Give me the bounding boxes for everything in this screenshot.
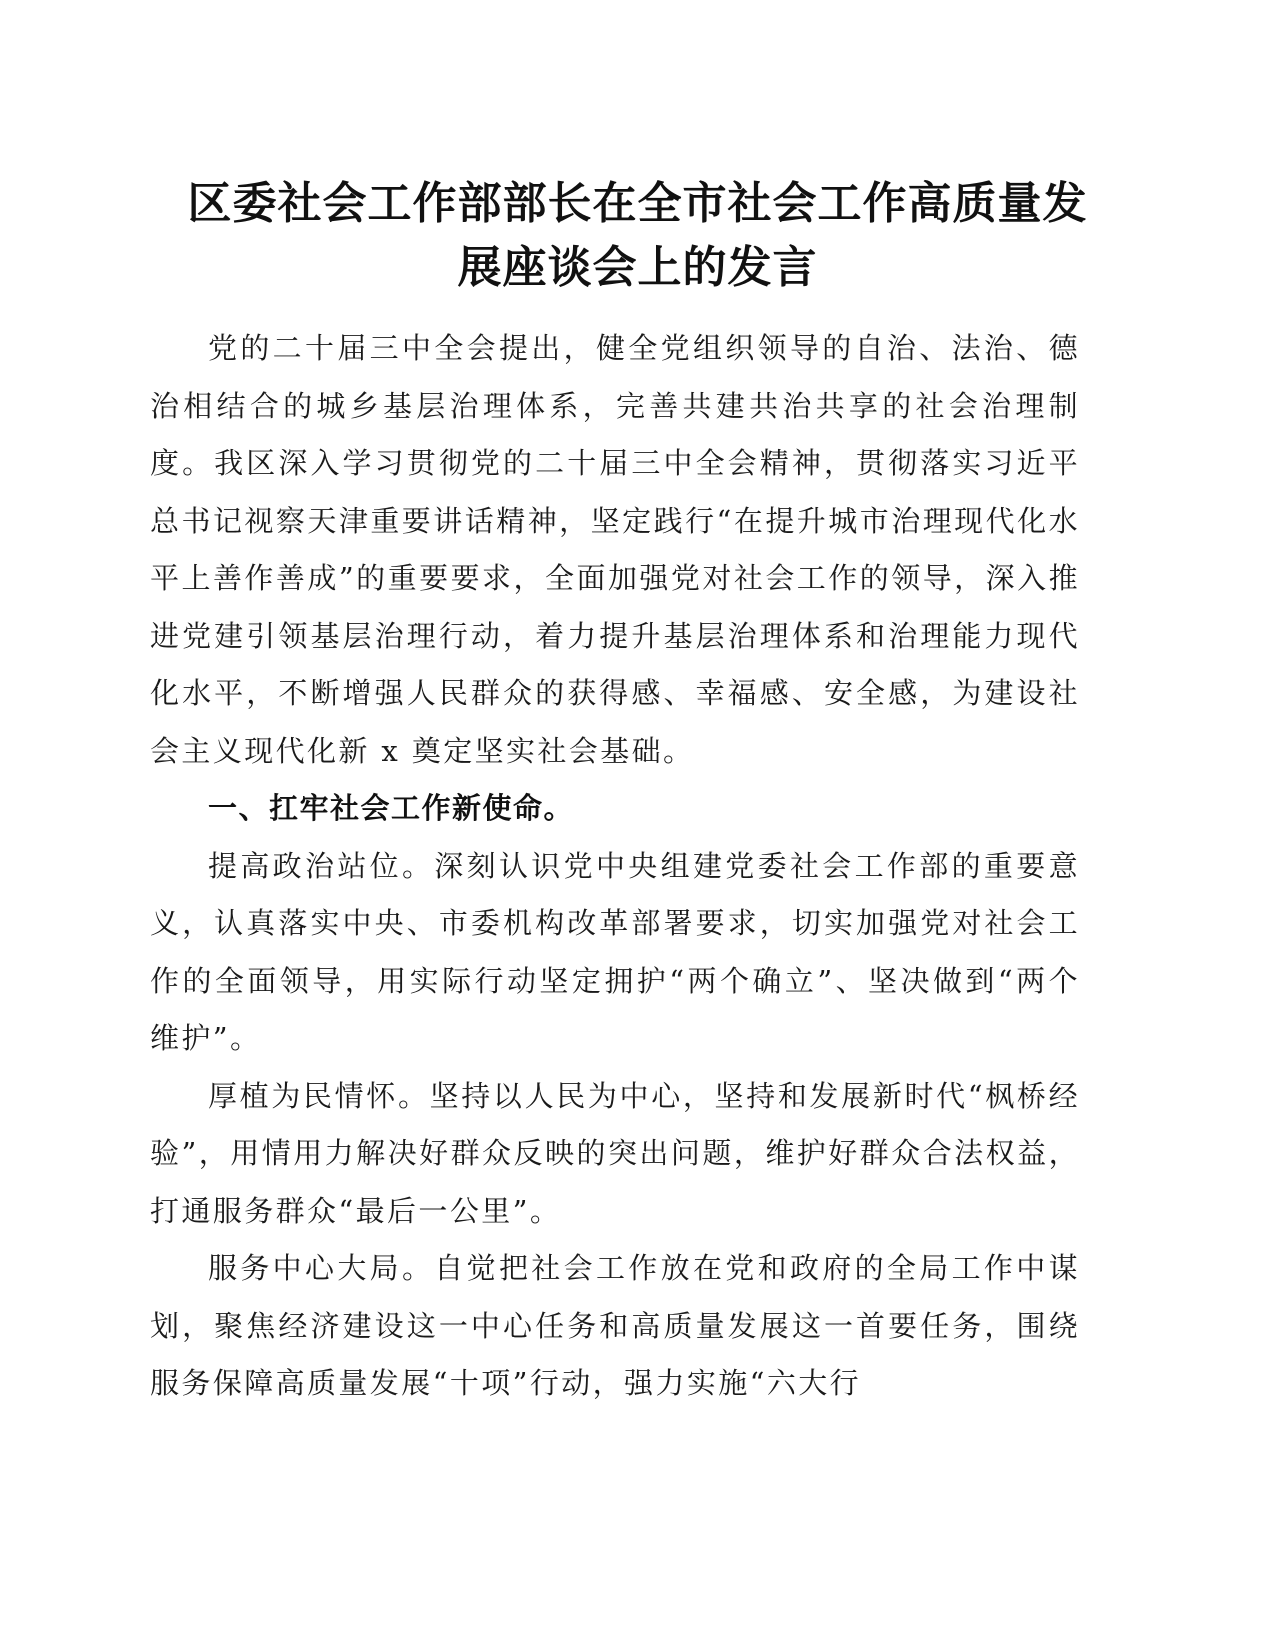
paragraph-people-first: 厚植为民情怀。坚持以人民为中心，坚持和发展新时代“枫桥经验”，用情用力解决好群众反映的突出问题，维护好群众合法权益，打通服务群众“最后一公里”。 <box>150 1078 1080 1228</box>
title-line-2: 展座谈会上的发言 <box>457 242 818 293</box>
intro-paragraph: 党的二十届三中全会提出，健全党组织领导的自治、法治、德治相结合的城乡基层治理体系，完善共建共治共享的社会治理制度。我区深入学习贯彻党的二十届三中全会精神，贯彻落实习近平总书记视察天津重要讲话精神，坚定践行“在提升城市治理现代化水平上善作善成”的重要要求，全面加强党对社会工作的领导，深入推进党建引领基层治理行动，着力提升基层治理体系和治理能力现代化水平，不断增强人民群众的获得感、幸福感、安全感，为建设社会主义现代化新 x 奠定坚实社会基础。 <box>150 331 1080 768</box>
paragraph-serve-center: 服务中心大局。自觉把社会工作放在党和政府的全局工作中谋划，聚焦经济建设这一中心任务和高质量发展这一首要任务，围绕服务保障高质量发展“十项”行动，强力实施“六大行 <box>150 1251 1080 1400</box>
title-line-1: 区委社会工作部部长在全市社会工作高质量发 <box>187 178 1088 229</box>
document-title <box>150 172 1125 300</box>
document-body <box>150 320 1080 1413</box>
paragraph-political-stance: 提高政治站位。深刻认识党中央组建党委社会工作部的重要意义，认真落实中央、市委机构改革部署要求，切实加强党对社会工作的全面领导，用实际行动坚定拥护“两个确立”、坚决做到“两个维护”。 <box>150 848 1080 1055</box>
section-heading-1: 一、扛牢社会工作新使命。 <box>208 791 575 825</box>
